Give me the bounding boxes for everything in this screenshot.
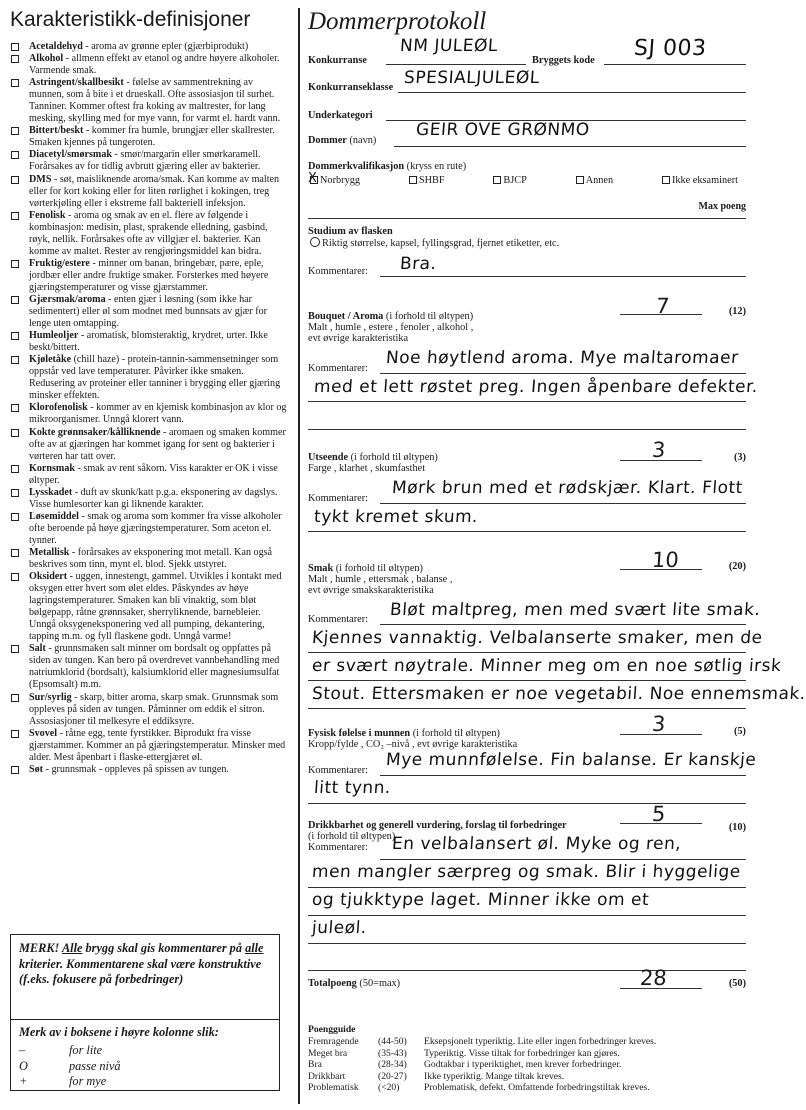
appearance-title: Utseende <box>308 452 349 463</box>
guide-desc: Ikke typeriktig. Mange tiltak kreves. <box>424 1070 565 1082</box>
definition-item <box>10 728 288 764</box>
definition-item <box>10 77 288 125</box>
guide-desc: Problematisk, defekt. Omfattende forbedringstiltak kreves. <box>424 1082 650 1094</box>
guide-range: (35-43) <box>378 1047 407 1059</box>
comment-line <box>308 915 746 916</box>
drinkability-max: (10) <box>728 822 746 833</box>
beer-code-value[interactable]: SJ 003 <box>633 36 708 61</box>
checkbox[interactable] <box>11 573 19 581</box>
aroma-section <box>308 311 746 344</box>
definition-desc: - skarp, bitter aroma, skarp smak. Grunnsmak som oppleves på siden av tungen. Påminner om eddik el sitron. Assosiasjoner til melkesyre el eddiksyre. <box>29 691 279 727</box>
total-label-sub: (50=max) <box>356 978 401 989</box>
judge-label-text: Dommer <box>308 135 347 146</box>
qual-option-bjcp[interactable] <box>491 175 526 186</box>
class-value[interactable]: SPESIALJULEØL <box>403 68 541 88</box>
mouthfeel-comment-1[interactable]: Mye munnfølelse. Fin balanse. Er kanskje <box>385 750 758 770</box>
qualification-label: Dommerkvalifikasjon <box>308 161 405 172</box>
drinkability-title: Drikkbarhet og generell vurdering, forslag til forbedringer <box>308 820 567 831</box>
checkbox[interactable] <box>11 465 19 473</box>
guide-name: Meget bra <box>308 1047 348 1059</box>
beer-code-label: Bryggets kode <box>532 55 595 66</box>
checkbox[interactable] <box>11 429 19 437</box>
definition-desc: - søt, maisliknende aroma/smak. Kan komme av malten eller for kort koking eller for liten rørlighet i kokingen, treg vørterkjøling eller i ekstreme fall bakteriell infeksjon. <box>29 173 280 209</box>
taste-comment-2[interactable]: Kjennes vannaktig. Velbalanserte smaker, men de <box>311 628 764 648</box>
definition-term: DMS <box>29 173 52 185</box>
checkbox[interactable] <box>11 79 19 87</box>
comment-line <box>380 775 746 776</box>
bottle-study-text: Riktig størrelse, kapsel, fyllingsgrad, fjernet etiketter, etc. <box>322 238 560 249</box>
comment-line <box>308 680 746 681</box>
definition-term: Oksidert <box>29 571 68 583</box>
definition-desc: - smak av rent såkorn. Viss karakter er OK i visse øltyper. <box>29 462 278 486</box>
drinkability-comment-4[interactable]: juleøl. <box>311 918 368 938</box>
max-points-line <box>308 218 746 219</box>
comment-line <box>308 970 746 971</box>
appearance-score-line <box>620 460 702 461</box>
mouthfeel-score-line <box>620 734 702 735</box>
taste-comment-1[interactable]: Bløt maltpreg, men med svært lite smak. <box>389 600 762 620</box>
checkbox[interactable] <box>11 356 19 364</box>
guide-name: Drikkbart <box>308 1070 346 1082</box>
checkbox[interactable] <box>11 332 19 340</box>
checkbox[interactable] <box>11 694 19 702</box>
definition-term: Gjærsmak/aroma <box>29 293 106 305</box>
definitions-list <box>10 41 288 776</box>
definition-desc: - følelse av sammentrekning av munnen, som å bite i et drueskall. Ofte assosiasjon til surhet. Tanniner. Kommer oftest fra koking av maltrester, for lang mesking, skylling med for mye vann, for varmt el. hardt vann. <box>29 77 281 125</box>
appearance-section <box>308 452 746 474</box>
guide-row <box>308 1071 746 1083</box>
checkbox[interactable] <box>493 176 501 184</box>
drinkability-score[interactable]: 5 <box>651 802 667 826</box>
guide-row <box>308 1082 746 1094</box>
total-score-line <box>620 988 702 989</box>
note-box <box>10 934 280 1019</box>
qual-option-shbf[interactable] <box>407 175 445 186</box>
protocol-title: Dommerprotokoll <box>308 8 487 35</box>
note-text: Alle <box>61 941 83 955</box>
definition-desc: - aromaen og smaken kommer ofte av at gjæringen har kommet igang for sent og bakterier i vørteren har tatt over. <box>29 426 286 462</box>
comments-label: Kommentarer: <box>308 363 369 374</box>
definition-item <box>10 463 288 487</box>
qual-option-label: Norbrygg <box>320 175 361 186</box>
definition-desc: - aroma og smak av en el. flere av følgende i kombinasjon: medisin, plast, sprakende elledning, gasbind, røyk, nellik. Forårsakes ofte av villgjær el. bakterier. Kan komme av maltet. Rester av rengjøringsmiddel kan bidra. <box>29 209 268 257</box>
definition-term: Klorofenolisk <box>29 402 88 414</box>
note-text: MERK! <box>19 941 62 955</box>
comment-line <box>308 943 746 944</box>
definition-desc: - forårsakes av eksponering mot metall. Kan også beskrives som tinn, mynt el. blod. Sjekk utstyret. <box>29 546 273 571</box>
class-label: Konkurranseklasse <box>308 82 394 93</box>
guide-row <box>308 1059 746 1071</box>
legend-symbol: – <box>19 1043 26 1057</box>
definition-term: Acetaldehyd <box>29 41 83 52</box>
total-label <box>308 978 400 989</box>
definition-desc: - smør/margarin eller smørkaramell. Forårsakes av for tidlig avbrutt gjæring eller av bakterier. <box>29 149 261 173</box>
comments-label: Kommentarer: <box>308 266 369 277</box>
checkbox[interactable] <box>11 404 19 412</box>
definition-item <box>10 487 288 511</box>
definition-item <box>10 571 288 643</box>
comment-line <box>380 624 746 625</box>
definition-term: Metallisk <box>29 546 70 558</box>
bottle-study-section <box>308 226 746 249</box>
definition-desc: - kommer fra humle, brungjær eller skallrester. Smaken kjennes på tungeroten. <box>29 125 275 149</box>
definition-item <box>10 210 288 258</box>
comment-line <box>308 531 746 532</box>
total-score[interactable]: 28 <box>639 966 668 990</box>
definition-term: Humleoljer <box>29 330 79 342</box>
appearance-items: Farge , klarhet , skumfasthet <box>308 463 426 474</box>
definition-desc: - råtne egg, tente fyrstikker. Biprodukt fra visse gjærstammer. Kommer an på gjæringstemperatur. Minsker med alder. Mest åpenbart i flaske-ettergjæret øl. <box>29 727 286 763</box>
bottle-study-comment[interactable]: Bra. <box>399 254 438 274</box>
definition-desc: - kommer av en kjemisk kombinasjon av klor og mikroorganismer. Unngå klorert vann. <box>29 402 287 426</box>
guide-row <box>308 1048 746 1060</box>
checkbox[interactable] <box>11 730 19 738</box>
checkbox-checked[interactable] <box>308 171 318 186</box>
appearance-sub: (i forhold til øltypen) <box>348 452 438 463</box>
column-divider <box>298 8 300 1104</box>
definition-term: Astringent/skallbesikt <box>29 77 124 89</box>
definition-desc: - aromatisk, blomsteraktig, krydret, urter. Ikke beskt/bittert. <box>29 330 268 354</box>
legend-title: Merk av i boksene i høyre kolonne slik: <box>19 1025 219 1039</box>
taste-max: (20) <box>728 561 746 572</box>
guide-row <box>308 1036 746 1048</box>
checkbox[interactable] <box>11 176 19 184</box>
taste-title: Smak <box>308 563 334 574</box>
appearance-score[interactable]: 3 <box>651 438 667 462</box>
checkbox[interactable] <box>11 212 19 220</box>
aroma-items-2: evt øvrige karakteristika <box>308 333 409 344</box>
guide-range: (20-27) <box>378 1070 407 1082</box>
guide-desc: Eksepsjonelt typeriktig. Lite eller ingen forbedringer kreves. <box>424 1036 657 1047</box>
definition-term: Bittert/beskt <box>29 125 84 137</box>
comments-label: Kommentarer: <box>308 842 369 853</box>
definition-desc: - allmenn effekt av etanol og andre høyere alkoholer. Varmende smak. <box>29 53 280 77</box>
guide-range: (44-50) <box>378 1036 407 1047</box>
qualification-options <box>308 171 746 186</box>
checkbox[interactable] <box>11 296 19 304</box>
definition-term: Svovel <box>29 727 58 739</box>
aroma-max: (12) <box>728 306 746 317</box>
legend-text: passe nivå <box>69 1058 121 1073</box>
definition-item <box>10 149 288 173</box>
qual-option-label: Annen <box>585 175 614 186</box>
note-text: alle <box>245 941 264 955</box>
comment-line <box>308 803 746 804</box>
definition-item <box>10 53 288 77</box>
points-guide <box>308 1024 746 1094</box>
mouthfeel-title: Fysisk følelse i munnen <box>308 728 411 739</box>
definition-item <box>10 258 288 294</box>
drinkability-comment-1[interactable]: En velbalansert øl. Myke og ren, <box>391 834 682 854</box>
definition-term: Fruktig/estere <box>29 257 90 269</box>
aroma-items: Malt , humle , estere , fenoler , alkohol , <box>308 322 474 333</box>
definition-desc: - grunnsmak - oppleves på spissen av tungen. <box>43 763 229 775</box>
definition-item <box>10 692 288 728</box>
definition-desc: - enten gjær i løsning (som ikke har sedimentert) eller øl som modnet med bunnsats av gjær for lenge uten omtapping. <box>29 293 267 330</box>
definition-item <box>10 330 288 354</box>
taste-score-line <box>620 569 702 570</box>
definition-term: Kornsmak <box>29 462 75 474</box>
checkbox[interactable] <box>576 176 584 184</box>
definition-term: Løsemiddel <box>29 510 79 522</box>
comment-line <box>308 887 746 888</box>
legend-box <box>10 1019 280 1091</box>
taste-section <box>308 563 746 596</box>
guide-range: (28-34) <box>378 1059 407 1071</box>
comment-line <box>380 373 746 374</box>
definition-term: Lysskadet <box>29 486 73 498</box>
mouthfeel-sub: (i forhold til øltypen) <box>410 728 500 739</box>
guide-range: (<20) <box>378 1082 400 1094</box>
definition-term: Alkohol <box>29 53 64 65</box>
comment-line <box>380 276 746 277</box>
guide-desc: Godtakbar i typeriktighet, men krever forbedringer. <box>424 1059 622 1071</box>
qual-option-label: BJCP <box>503 175 527 186</box>
bottle-study-title: Studium av flasken <box>308 226 393 237</box>
comment-line <box>308 429 746 430</box>
checkbox[interactable] <box>11 151 19 159</box>
checkbox[interactable] <box>11 260 19 268</box>
checkbox[interactable] <box>11 43 19 51</box>
legend-symbol: + <box>19 1074 28 1088</box>
comment-line <box>308 652 746 653</box>
aroma-comment-2[interactable]: med et lett røstet preg. Ingen åpenbare defekter. <box>313 377 759 397</box>
guide-name: Bra <box>308 1059 322 1071</box>
legend-text: for lite <box>69 1043 103 1057</box>
beer-code-line <box>604 64 746 65</box>
drinkability-sub: (i forhold til øltypen) <box>308 831 396 842</box>
guide-name: Fremragende <box>308 1036 359 1047</box>
definition-term: Søt <box>29 763 44 775</box>
comment-line <box>308 401 746 402</box>
checkbox[interactable] <box>11 55 19 63</box>
definition-item <box>10 125 288 149</box>
qualification-sub: (kryss en rute) <box>404 161 467 172</box>
definitions-title: Karakteristikk-definisjoner <box>10 8 251 31</box>
aroma-comment-1[interactable]: Noe høytlend aroma. Mye maltaromaer <box>385 348 740 368</box>
guide-name: Problematisk <box>308 1082 359 1094</box>
taste-comment-4[interactable]: Stout. Ettersmaken er noe vegetabil. Noe ennemsmak. <box>311 684 806 704</box>
definition-desc: - minner om banan, bringebær, pære, eple, jordbær eller andre fruktige smaker. Forsterkes med høyere gjæringstemperaturer og visse gjærstammer. <box>29 257 269 293</box>
taste-items-2: evt øvrige smakskarakteristika <box>308 585 434 596</box>
qual-option-label: SHBF <box>418 175 445 186</box>
definition-desc: - uggen, innestengt, gammel. Utvikles i kontakt med oksygen etter hvert som ølet eldes. Påskyndes av høye lagringstemperaturer. Smaken kan bli vinaktig, som bløt bølgepapp, råtne grønnsaker, sherryliknende, barnebleier. Unngå oksygeneksponering ved all pumping, dekantering, tapping m.m. og fyll flaskene godt. Unngå varme! <box>29 571 282 643</box>
checkbox[interactable] <box>11 549 19 557</box>
definition-term: Kokte grønnsaker/kålliknende <box>29 426 161 438</box>
taste-score[interactable]: 10 <box>651 548 680 572</box>
definition-item <box>10 427 288 463</box>
note-text: brygg skal gis kommentarer på <box>82 941 246 955</box>
taste-comment-3[interactable]: er svært nøytrale. Minner meg om en noe søtlig irsk <box>311 656 783 676</box>
definition-item <box>10 764 288 776</box>
definition-item <box>10 547 288 571</box>
qual-option-label: Ikke eksaminert <box>671 175 738 186</box>
definition-desc: (chill haze) - protein-tannin-sammensetninger som oppstår ved lave temperaturer. Påvirker ikke smaken. Redusering av proteiner eller tanniner i brygging eller gjæring minsker effekten. <box>29 354 281 402</box>
checkbox[interactable] <box>11 127 19 135</box>
taste-sub: (i forhold til øltypen) <box>333 563 423 574</box>
definition-item <box>10 402 288 426</box>
total-max: (50) <box>728 978 746 989</box>
max-points-header: Max poeng <box>698 201 746 212</box>
aroma-score[interactable]: 7 <box>655 294 671 318</box>
judge-line <box>394 146 746 147</box>
drinkability-comment-2[interactable]: men mangler særpreg og smak. Blir i hyggelige <box>311 862 742 882</box>
definition-item <box>10 294 288 330</box>
circle-checkbox[interactable] <box>310 237 320 247</box>
guide-desc: Typeriktig. Visse tiltak for forbedringer kan gjøres. <box>424 1047 620 1059</box>
note-text: kriterier. Kommentarene skal være konstruktive (f.eks. fokusere på forbedringer) <box>19 956 262 986</box>
judge-label <box>308 135 376 146</box>
protocol-column <box>308 8 806 1103</box>
competition-line <box>386 64 526 65</box>
mouthfeel-comment-2[interactable]: litt tynn. <box>313 778 392 798</box>
judge-value[interactable]: GEIR OVE GRØNMO <box>415 120 591 140</box>
legend-row <box>19 1074 271 1090</box>
drinkability-score-line <box>620 823 702 824</box>
checkbox[interactable] <box>409 176 417 184</box>
mouthfeel-section <box>308 728 746 750</box>
qual-option-annen[interactable] <box>574 175 613 186</box>
definition-desc: - grunnsmaken salt minner om bordsalt og oppfattes på siden av tungen. Kan bero på overdrevet vannbehandling med natriumklorid (bordsalt), kalsiumklorid eller magnesiumsulfat (Epsomsalt) m.m. <box>29 643 280 691</box>
definition-desc: - duft av skunk/katt p.g.a. eksponering av dagslys. Visse humlesorter kan gi liknende karakter. <box>29 486 278 510</box>
legend-symbol: O <box>19 1058 28 1073</box>
taste-items: Malt , humle , ettersmak , balanse , <box>308 574 453 585</box>
mouthfeel-items: Kropp/fylde , CO₂ –nivå , evt øvrige karakteristika <box>308 739 518 750</box>
definition-term: Diacetyl/smørsmak <box>29 149 112 161</box>
competition-value[interactable]: NM JULEØL <box>399 36 499 56</box>
checkbox[interactable] <box>11 766 19 774</box>
definition-term: Sur/syrlig <box>29 691 72 703</box>
comment-line <box>308 708 746 709</box>
check-mark: X <box>308 171 317 186</box>
definition-desc: - aroma av grønne epler (gjærbiprodukt) <box>82 41 249 52</box>
class-line <box>398 92 746 93</box>
comments-label: Kommentarer: <box>308 765 369 776</box>
checkbox[interactable] <box>11 513 19 521</box>
qualification-section <box>308 161 746 186</box>
definition-term: Kjøletåke <box>29 354 72 366</box>
qual-option-norbrygg[interactable] <box>308 171 361 186</box>
aroma-score-line <box>620 314 702 315</box>
subcategory-label: Underkategori <box>308 110 373 121</box>
legend-text: for mye <box>69 1074 107 1088</box>
comment-line <box>380 503 746 504</box>
definition-term: Fenolisk <box>29 209 66 221</box>
comments-label: Kommentarer: <box>308 493 369 504</box>
judge-label-sub: (navn) <box>346 135 377 146</box>
mouthfeel-score[interactable]: 3 <box>651 712 667 736</box>
checkbox[interactable] <box>11 645 19 653</box>
comments-label: Kommentarer: <box>308 614 369 625</box>
mouthfeel-max: (5) <box>733 726 746 737</box>
definition-item <box>10 354 288 402</box>
legend-row <box>19 1059 271 1075</box>
definition-item <box>10 643 288 691</box>
legend-row <box>19 1043 271 1059</box>
definition-item <box>10 41 288 53</box>
comment-line <box>380 859 746 860</box>
checkbox[interactable] <box>11 489 19 497</box>
definition-term: Salt <box>29 643 46 655</box>
competition-label: Konkurranse <box>308 55 367 66</box>
definition-item <box>10 174 288 210</box>
total-label-text: Totalpoeng <box>308 978 357 989</box>
points-guide-title: Poengguide <box>308 1024 356 1035</box>
aroma-title: Bouquet / Aroma <box>308 311 384 322</box>
appearance-comment-1[interactable]: Mørk brun med et rødskjær. Klart. Flott <box>391 478 744 498</box>
appearance-comment-2[interactable]: tykt kremet skum. <box>313 507 479 527</box>
definition-desc: - smak og aroma som kommer fra visse alkoholer ofte beroende på høye gjæringstemperaturer. Som aceton el. tynner. <box>29 510 282 546</box>
definitions-column <box>10 8 288 1103</box>
aroma-sub: (i forhold til øltypen) <box>383 311 474 322</box>
checkbox[interactable] <box>662 176 670 184</box>
drinkability-comment-3[interactable]: og tjukktype laget. Minner ikke om et <box>311 890 650 910</box>
qual-option-ikke-eksaminert[interactable] <box>660 175 738 186</box>
appearance-max: (3) <box>733 452 746 463</box>
definition-item <box>10 511 288 547</box>
